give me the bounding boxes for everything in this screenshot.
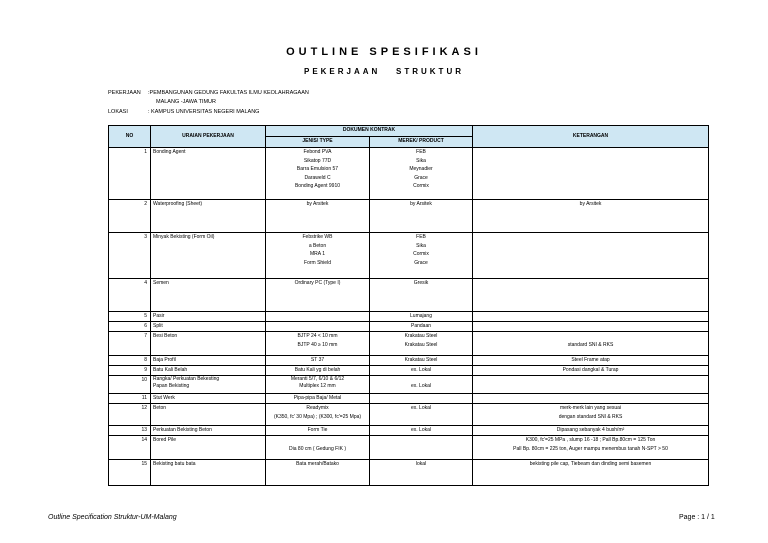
table-row	[109, 148, 709, 200]
row-keterangan	[473, 200, 709, 233]
row-uraian	[151, 404, 266, 426]
label-pekerjaan: PEKERJAAN	[108, 90, 141, 96]
row-merek-line: ex. Lokal	[411, 383, 432, 389]
row-no	[109, 233, 151, 279]
row-jenis-line: Pipa-pipa Baja/ Metal	[293, 395, 342, 401]
row-uraian-line: Bored Pile	[153, 437, 177, 443]
row-no-text: 8	[144, 357, 147, 363]
spec-table	[108, 125, 709, 486]
row-uraian-line: Papan Bekisting	[153, 383, 190, 389]
row-uraian-line: Baja Profil	[153, 357, 176, 363]
row-no	[109, 322, 151, 332]
row-uraian-line: Split	[153, 323, 163, 329]
row-keterangan-line: dengan standard SNI & RKS	[558, 413, 623, 420]
row-jenis-line: Multiplex 12 mm	[299, 383, 336, 389]
lokasi-value: : KAMPUS UNIVERSITAS NEGERI MALANG	[148, 109, 260, 115]
table-row	[109, 376, 709, 394]
row-merek	[370, 332, 473, 356]
row-no-text: 5	[144, 313, 147, 319]
row-jenis-line: Sikatop 77D	[303, 157, 332, 164]
row-uraian	[151, 322, 266, 332]
row-jenis	[266, 436, 370, 460]
table-row	[109, 436, 709, 460]
row-jenis	[266, 322, 370, 332]
row-jenis-line: ST 37	[310, 357, 325, 363]
row-keterangan	[473, 376, 709, 394]
row-merek	[370, 356, 473, 366]
table-row	[109, 200, 709, 233]
row-jenis-line: Barra Emulsion 57	[296, 166, 339, 173]
row-uraian-line: Bonding Agent	[153, 149, 186, 155]
row-keterangan-line: standard SNI & RKS	[567, 341, 614, 348]
row-keterangan-line: Pall Bp. 80cm = 225 ton, Auger mampu menembus tanah N-SPT > 50	[513, 445, 668, 452]
row-jenis-line: Bata merah/Batako	[296, 461, 339, 467]
table-row	[109, 322, 709, 332]
row-jenis-line: Dia 80 cm ( Gedung FIK )	[289, 445, 346, 452]
row-no	[109, 376, 151, 394]
row-jenis-line: Batu Kali yg di belah	[294, 367, 341, 373]
row-uraian	[151, 312, 266, 322]
table-row	[109, 279, 709, 312]
row-merek	[370, 322, 473, 332]
row-no-text: 3	[144, 234, 147, 240]
row-keterangan-line: merk-merk lain yang sesuai	[559, 405, 622, 411]
header-no: NO	[109, 126, 151, 148]
row-uraian-line: Batu Kali Belah	[153, 367, 188, 373]
table-row	[109, 404, 709, 426]
row-uraian	[151, 279, 266, 312]
row-keterangan	[473, 366, 709, 376]
row-uraian-line: Perkuatan Bekisting Beton	[153, 427, 212, 433]
row-jenis	[266, 394, 370, 404]
row-merek-line: Sika	[416, 157, 426, 164]
row-keterangan-line: Dipasang sebanyak 4 bush/m²	[556, 427, 625, 433]
row-merek-line: Krakatau Steel	[404, 357, 438, 363]
row-jenis	[266, 200, 370, 233]
header-jenis: JENIS/ TYPE	[266, 137, 370, 148]
project-info	[108, 90, 508, 120]
table-row	[109, 394, 709, 404]
table-row	[109, 460, 709, 486]
row-no-text: 4	[144, 280, 147, 286]
row-no	[109, 332, 151, 356]
row-jenis-line: (K350, fc' 30 Mpa) ; (K300, fc'=25 Mpa)	[273, 413, 362, 420]
row-keterangan	[473, 312, 709, 322]
row-uraian	[151, 426, 266, 436]
row-merek	[370, 279, 473, 312]
row-merek	[370, 460, 473, 486]
header-merek: MEREK/ PRODUCT	[370, 137, 473, 148]
row-uraian	[151, 332, 266, 356]
row-merek	[370, 366, 473, 376]
row-uraian	[151, 376, 266, 394]
row-merek-line: Grace	[414, 174, 428, 181]
row-merek-line: Krakatau Steel	[404, 333, 438, 339]
row-jenis-line: by Arsitek	[306, 201, 329, 207]
row-uraian	[151, 356, 266, 366]
row-merek-line: Grace	[414, 259, 428, 266]
row-jenis-line: Ordinary PC (Type I)	[294, 280, 341, 286]
row-keterangan	[473, 356, 709, 366]
row-keterangan	[473, 233, 709, 279]
row-keterangan-line: Steel Frame atap	[571, 357, 610, 363]
row-uraian	[151, 394, 266, 404]
row-uraian	[151, 460, 266, 486]
row-merek-line	[372, 376, 470, 383]
row-jenis-line: Febstrike WB	[302, 234, 333, 240]
row-keterangan-line: bekisting pile cap, Tiebeam dan dinding semi basemen	[529, 461, 652, 467]
row-jenis	[266, 356, 370, 366]
table-row	[109, 312, 709, 322]
page-subtitle: PEKERJAAN STRUKTUR	[303, 67, 464, 76]
row-jenis-line: MRA 1	[309, 251, 325, 258]
row-no-text: 12	[141, 405, 147, 411]
header-keterangan: KETERANGAN	[473, 126, 709, 148]
pekerjaan-line2: MALANG -JAWA TIMUR	[156, 99, 216, 105]
table-row	[109, 356, 709, 366]
row-jenis-line	[268, 436, 367, 445]
row-jenis	[266, 426, 370, 436]
row-merek-line: Cormix	[413, 183, 429, 190]
row-keterangan	[473, 436, 709, 460]
footer-page-number: Page : 1 / 1	[679, 514, 715, 521]
row-merek-line: Pandaan	[410, 323, 432, 329]
row-no-text: 13	[141, 427, 147, 433]
row-no-text: 6	[144, 323, 147, 329]
row-uraian-line: Waterproofing (Sheet)	[153, 201, 203, 207]
row-no-text: 1	[144, 149, 147, 155]
row-merek-line: Cormix	[413, 251, 429, 258]
row-merek	[370, 426, 473, 436]
row-merek-line: Meynadier	[409, 166, 433, 173]
row-jenis-line: a Beton	[308, 242, 327, 249]
table-row	[109, 332, 709, 356]
row-no	[109, 356, 151, 366]
row-keterangan	[473, 460, 709, 486]
row-merek-line: by Arsitek	[410, 201, 432, 207]
row-no	[109, 148, 151, 200]
row-merek-line: ex. Lokal	[411, 367, 432, 373]
row-keterangan	[473, 426, 709, 436]
row-no	[109, 394, 151, 404]
row-uraian-line: Beton	[153, 405, 167, 411]
row-jenis-line: Readymix	[306, 405, 329, 411]
row-no	[109, 279, 151, 312]
row-no-text: 14	[141, 437, 147, 443]
row-no	[109, 312, 151, 322]
row-jenis-line: Daraweld C	[304, 174, 331, 181]
table-row	[109, 233, 709, 279]
row-no-text: 2	[144, 201, 147, 207]
pekerjaan-line1: :PEMBANGUNAN GEDUNG FAKULTAS ILMU KEOLAHRAGAAN	[148, 90, 309, 96]
row-merek-line: FEB	[416, 149, 426, 155]
row-merek-line: Lumajang	[410, 313, 432, 319]
row-no-text: 10	[141, 377, 147, 383]
row-no-text: 11	[141, 395, 147, 401]
row-no	[109, 460, 151, 486]
row-no-text: 9	[144, 367, 147, 373]
page-title: OUTLINE SPESIFIKASI	[286, 46, 482, 58]
row-jenis	[266, 312, 370, 322]
row-jenis	[266, 332, 370, 356]
label-lokasi: LOKASI	[108, 109, 128, 115]
footer-title: Outline Specification Struktur-UM-Malang	[48, 514, 177, 521]
row-merek	[370, 148, 473, 200]
table-row	[109, 366, 709, 376]
row-merek-line: Gresik	[413, 280, 429, 286]
row-merek	[370, 404, 473, 426]
table-row	[109, 426, 709, 436]
row-merek-line: lokal	[415, 461, 427, 467]
row-uraian-line: Bekisting batu bata	[153, 461, 196, 467]
header-uraian: URAIAN PEKERJAAN	[151, 126, 266, 148]
spec-table-body	[109, 148, 709, 486]
row-uraian	[151, 233, 266, 279]
row-uraian	[151, 436, 266, 460]
row-uraian-line: Stut Werk	[153, 395, 175, 401]
row-jenis	[266, 404, 370, 426]
row-keterangan	[473, 322, 709, 332]
row-no	[109, 426, 151, 436]
row-merek-line: FEB	[416, 234, 426, 240]
row-jenis-line: Form Tie	[307, 427, 328, 433]
row-uraian	[151, 148, 266, 200]
row-merek	[370, 376, 473, 394]
row-keterangan	[473, 148, 709, 200]
row-keterangan	[473, 332, 709, 356]
row-jenis	[266, 366, 370, 376]
row-uraian-line: Semen	[153, 280, 169, 286]
row-jenis-line: Meranti 5/7, 6/10 & 6/12	[290, 376, 345, 382]
row-jenis	[266, 279, 370, 312]
row-jenis	[266, 460, 370, 486]
header-dokumen: DOKUMEN KONTRAK	[266, 126, 473, 137]
row-no	[109, 436, 151, 460]
row-merek	[370, 394, 473, 404]
row-keterangan	[473, 279, 709, 312]
row-keterangan-line: Pondasi dangkal & Turap	[562, 367, 619, 373]
row-merek	[370, 312, 473, 322]
row-jenis-line: Febond PVA	[303, 149, 332, 155]
row-no-text: 7	[144, 333, 147, 339]
row-merek	[370, 233, 473, 279]
row-jenis-line: Bonding Agent 9910	[294, 183, 341, 190]
row-merek	[370, 200, 473, 233]
row-keterangan-line: K300, fc'=25 MPa , slump 16 -18 ; Pall Bp.80cm = 125 Ton	[525, 437, 656, 443]
row-keterangan	[473, 394, 709, 404]
row-jenis-line: Form Shield	[304, 259, 331, 266]
row-merek	[370, 436, 473, 460]
row-no	[109, 366, 151, 376]
row-uraian-line: Pasir	[153, 313, 165, 319]
row-no-text: 15	[141, 461, 147, 467]
row-uraian	[151, 200, 266, 233]
row-merek-line: ex. Lokal	[411, 405, 432, 411]
row-keterangan-line	[475, 332, 706, 341]
row-keterangan	[473, 404, 709, 426]
row-merek-line: Krakatau Steel	[404, 341, 438, 348]
row-uraian-line: Minyak Bekisting (Form Oil)	[153, 234, 215, 240]
row-uraian-line: Rangka/ Perkuatan Bekesting	[153, 376, 220, 382]
row-merek-line: ex. Lokal	[411, 427, 432, 433]
row-uraian	[151, 366, 266, 376]
row-uraian-line: Besi Beton	[153, 333, 178, 339]
row-keterangan-line: by Arsitek	[579, 201, 602, 207]
row-merek-line: Sika	[416, 242, 426, 249]
row-jenis	[266, 233, 370, 279]
row-no	[109, 200, 151, 233]
row-jenis-line: BJTP 24 < 10 mm	[297, 333, 338, 339]
row-no	[109, 404, 151, 426]
row-jenis	[266, 376, 370, 394]
row-jenis	[266, 148, 370, 200]
row-jenis-line: BJTP 40 ≥ 10 mm	[297, 341, 338, 348]
